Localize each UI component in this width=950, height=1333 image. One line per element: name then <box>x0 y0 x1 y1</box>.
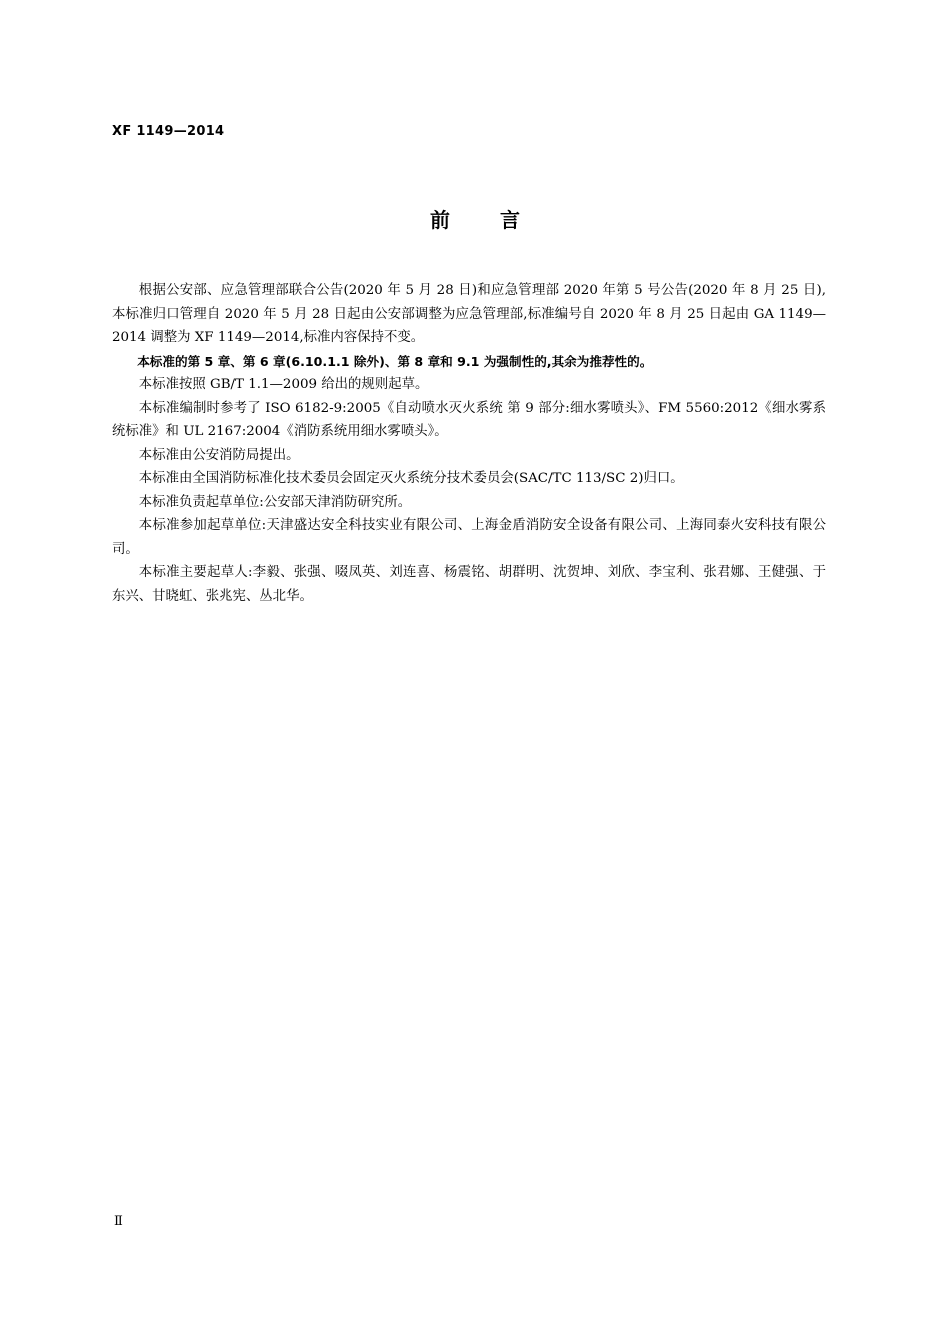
foreword-body <box>112 279 826 608</box>
paragraph-mandatory-clauses: 本标准的第 5 章、第 6 章(6.10.1.1 除外)、第 8 章和 9.1 为强制性的,其余为推荐性的。 <box>137 353 653 369</box>
paragraph-proposer: 本标准由公安消防局提出。 <box>138 447 300 463</box>
page-title: 前言 <box>430 208 570 232</box>
paragraph-committee: 本标准由全国消防标准化技术委员会固定灭火系统分技术委员会(SAC/TC 113/SC 2)归口。 <box>138 471 684 486</box>
paragraph-responsible-unit: 本标准负责起草单位:公安部天津消防研究所。 <box>138 494 412 510</box>
paragraph-references: 本标准编制时参考了 ISO 6182-9:2005《自动喷水灭火系统 第 9 部分:细水雾喷头》、FM 5560:2012《细水雾系统标准》和 UL 2167:2004《消防系统用细水雾喷头》。 <box>112 400 826 439</box>
paragraph-drafting-rules: 本标准按照 GB/T 1.1—2009 给出的规则起草。 <box>138 377 429 392</box>
paragraph-drafters: 本标准主要起草人:李毅、张强、啜凤英、刘连喜、杨震铭、胡群明、沈贺坤、刘欣、李宝利、张君娜、王健强、于东兴、甘晓虹、张兆宪、丛北华。 <box>112 565 826 604</box>
paragraph-announcement: 根据公安部、应急管理部联合公告(2020 年 5 月 28 日)和应急管理部 2020 年第 5 号公告(2020 年 8 月 25 日),本标准归口管理自 2020 年 5 月 28 日起由公安部调整为应急管理部,标准编号自 2020 年 8 月 25 日起由 GA 1149—2014 调整为 XF 1149—2014,标准内容保持不变。 <box>112 283 826 345</box>
page-number: Ⅱ <box>114 1214 123 1229</box>
document-code: XF 1149—2014 <box>112 124 225 139</box>
paragraph-participating-units: 本标准参加起草单位:天津盛达安全科技实业有限公司、上海金盾消防安全设备有限公司、上海同泰火安科技有限公司。 <box>112 518 826 557</box>
